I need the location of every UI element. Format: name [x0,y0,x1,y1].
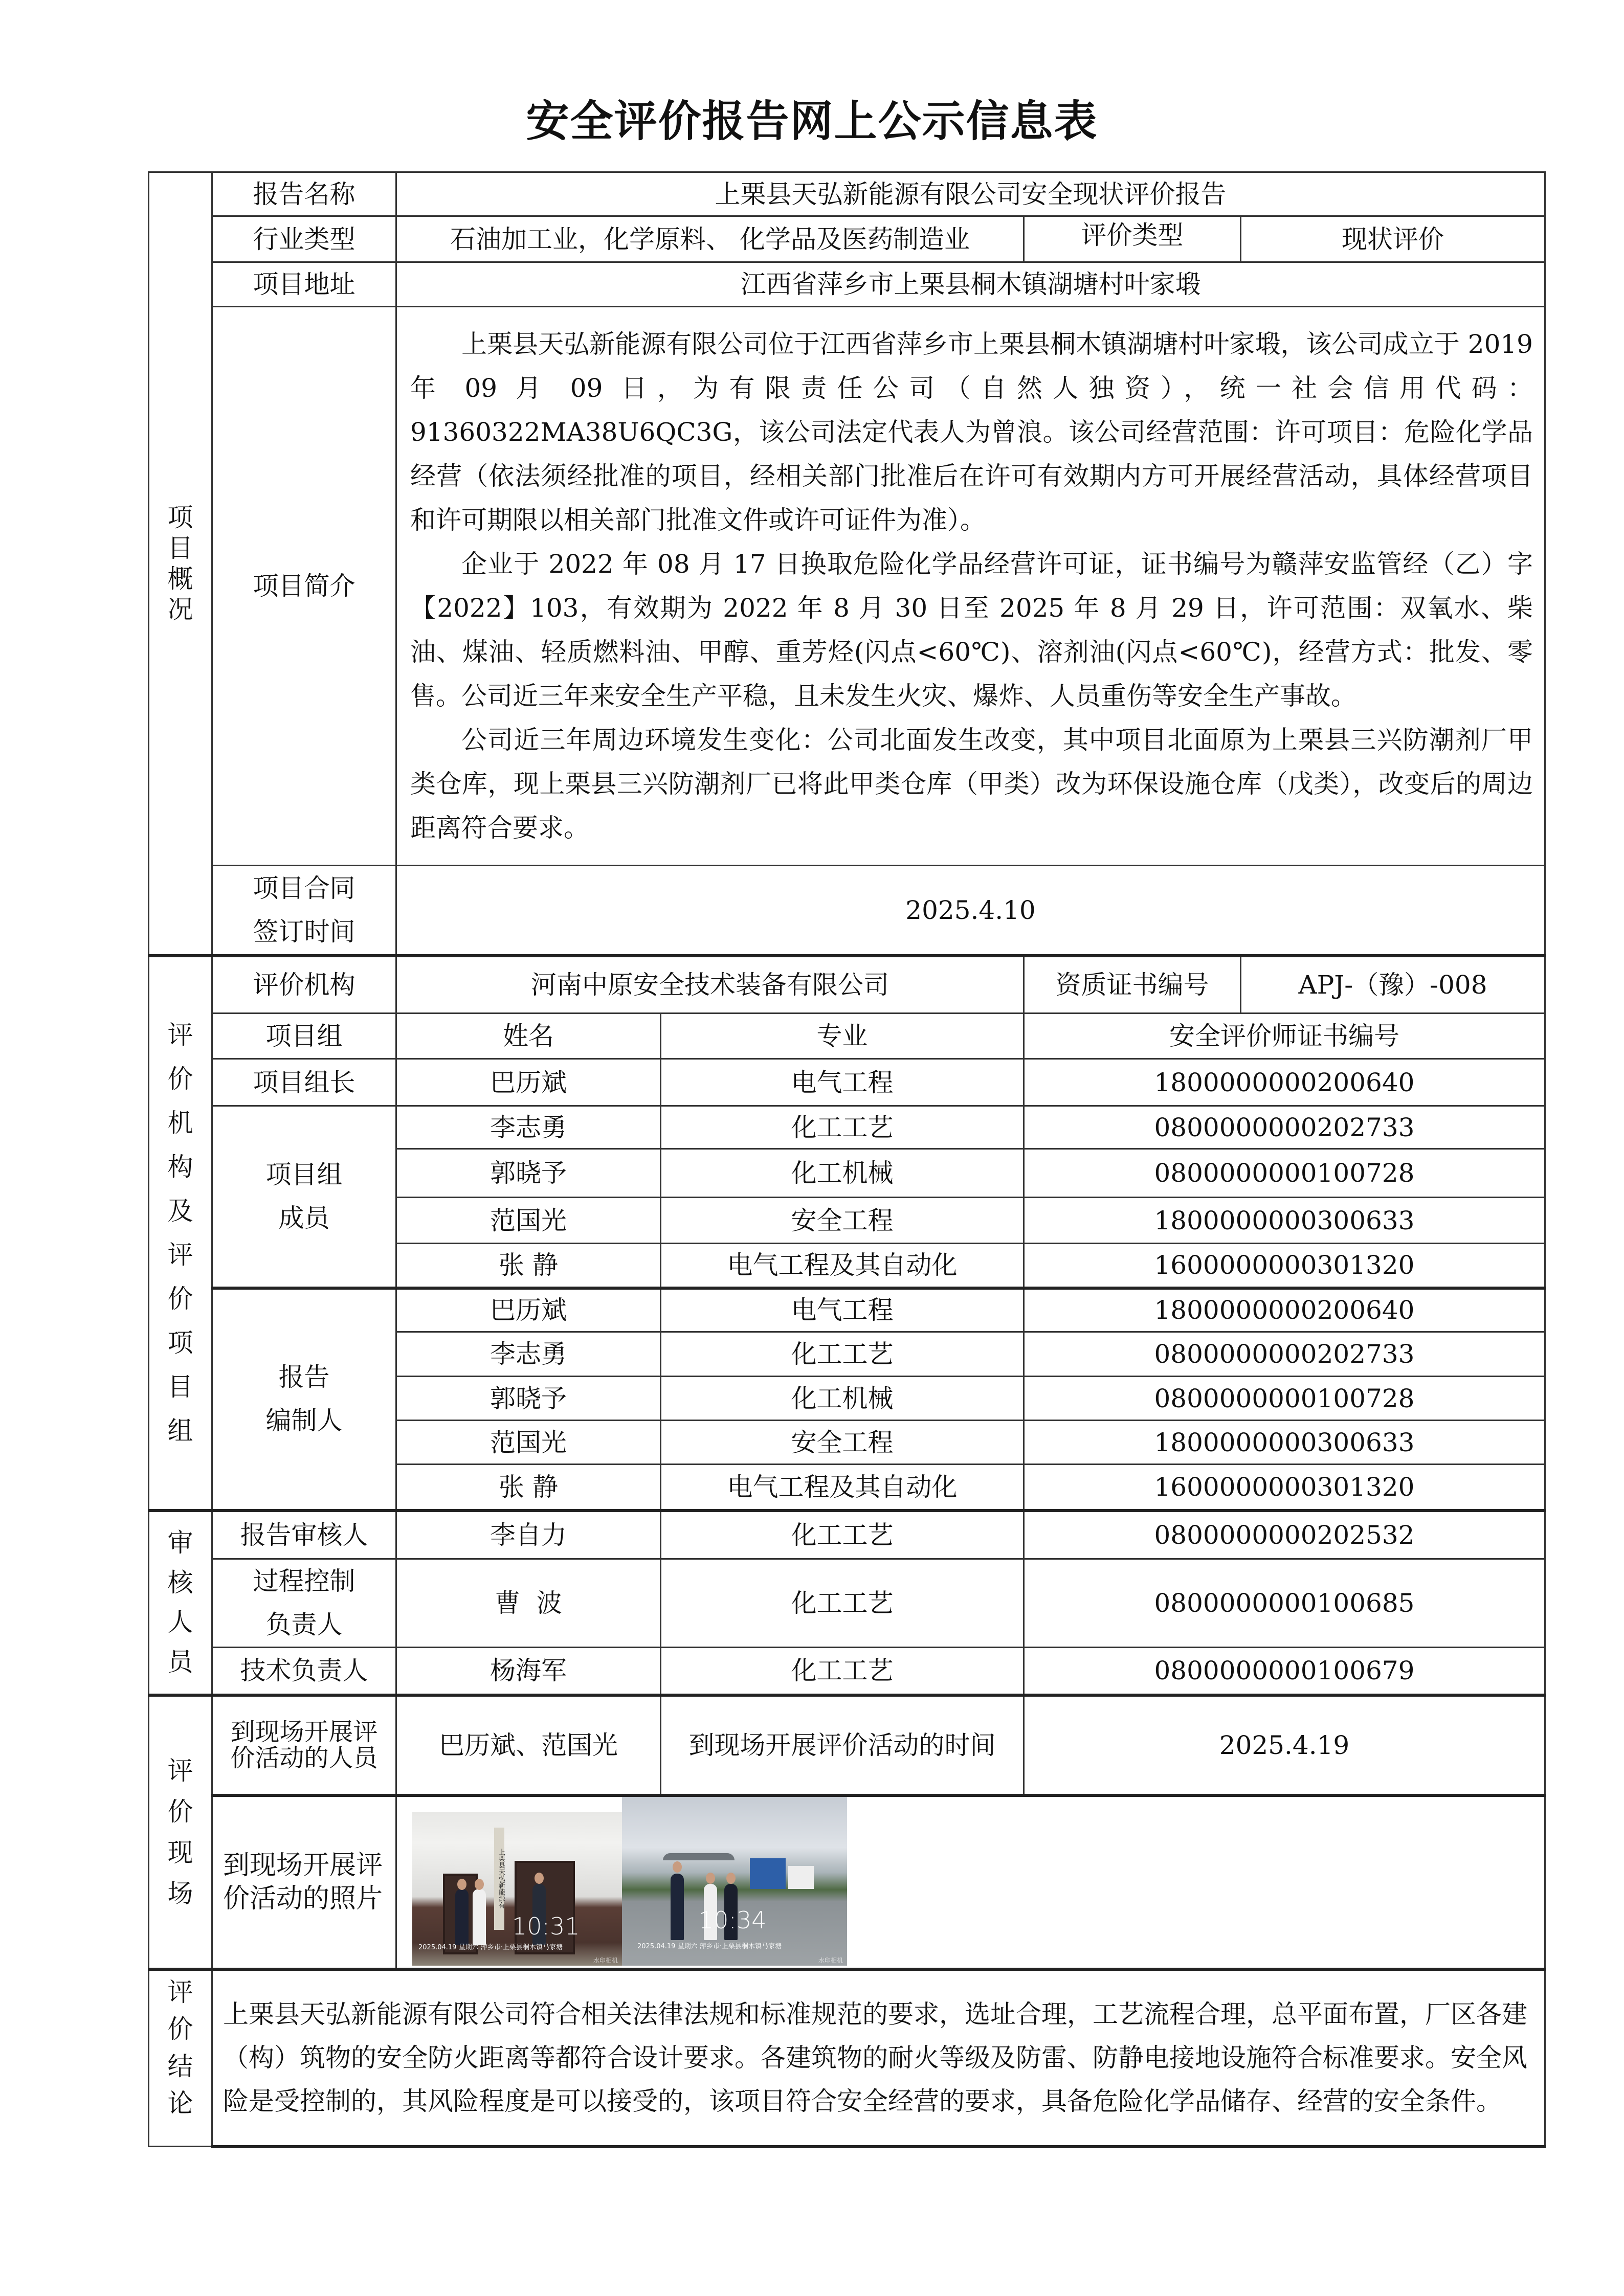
process-control-major: 化工工艺 [661,1559,1024,1648]
org-name: 河南中原安全技术装备有限公司 [396,956,1024,1014]
header-team: 项目组 [212,1014,396,1059]
author-row [149,1288,1545,1332]
process-control-role: 过程控制 负责人 [212,1559,396,1648]
photo-watermark: 水印相机 [593,1956,618,1964]
person-figure [455,1889,469,1945]
cert-label: 资质证书编号 [1024,956,1241,1014]
member-name: 郭晓予 [396,1149,661,1198]
photo-time: 10:31 [512,1912,580,1940]
report-name-value: 上栗县天弘新能源有限公司安全现状评价报告 [396,172,1545,216]
author-name: 张 静 [396,1465,661,1511]
author-cert: 0800000000202733 [1024,1332,1545,1377]
person-head [457,1879,466,1890]
agency-row [149,956,1545,1014]
leader-label: 项目组长 [212,1059,396,1106]
member-major: 化工机械 [661,1149,1024,1198]
report-name-row [149,172,1545,216]
team-header-row [149,1014,1545,1059]
contract-label: 项目合同 签订时间 [212,866,396,956]
member-major: 电气工程及其自动化 [661,1244,1024,1288]
header-cert: 安全评价师证书编号 [1024,1014,1545,1059]
section-agency-label: 评 价 机 构 及 评 价 项 目 组 [149,956,212,1511]
member-major: 化工工艺 [661,1106,1024,1149]
site-time-value: 2025.4.19 [1024,1695,1545,1795]
member-cert: 1600000000301320 [1024,1244,1545,1288]
member-row [149,1106,1545,1149]
author-name: 李志勇 [396,1332,661,1377]
intro-label: 项目简介 [212,307,396,866]
contract-row [149,866,1545,956]
authors-label: 报告 编制人 [212,1288,396,1511]
process-control-row [149,1559,1545,1648]
org-label: 评价机构 [212,956,396,1014]
members-label: 项目组 成员 [212,1106,396,1288]
author-cert: 0800000000100728 [1024,1377,1545,1421]
site-staff-row [149,1695,1545,1795]
photo-caption: 2025.04.19 星期六 萍乡市·上栗县桐木镇马家塘 [637,1942,782,1950]
address-value: 江西省萍乡市上栗县桐木镇湖塘村叶家塅 [396,262,1545,307]
person-head [535,1873,544,1884]
author-major: 化工工艺 [661,1332,1024,1377]
author-name: 巴历斌 [396,1288,661,1332]
site-photo-yard[interactable] [622,1797,847,1966]
tech-lead-major: 化工工艺 [661,1648,1024,1695]
author-major: 电气工程 [661,1288,1024,1332]
site-photos-label: 到现场开展评价活动的照片 [212,1795,396,1969]
member-cert: 0800000000202733 [1024,1106,1545,1149]
canopy-graphic [663,1853,735,1860]
site-staff-label: 到现场开展评价活动的人员 [212,1695,396,1795]
white-house [788,1866,814,1889]
address-row [149,262,1545,307]
reviewer-major: 化工工艺 [661,1511,1024,1559]
contract-date: 2025.4.10 [396,866,1545,956]
member-name: 李志勇 [396,1106,661,1149]
author-cert: 1800000000200640 [1024,1288,1545,1332]
address-label: 项目地址 [212,262,396,307]
site-time-label: 到现场开展评价活动的时间 [661,1695,1024,1795]
intro-paragraph: 公司近三年周边环境发生变化：公司北面发生改变，其中项目北面原为上栗县三兴防潮剂厂甲类仓库，现上栗县三兴防潮剂厂已将此甲类仓库（甲类）改为环保设施仓库（戊类），改变后的周边距离符合要求。 [410,725,1533,843]
site-photo-office[interactable] [412,1812,622,1966]
tech-lead-cert: 0800000000100679 [1024,1648,1545,1695]
person-figure [473,1889,486,1945]
tech-lead-name: 杨海军 [396,1648,661,1695]
person-head [475,1879,484,1890]
photo-caption: 2025.04.19 星期六 萍乡市·上栗县桐木镇马家塘 [418,1943,563,1951]
member-cert: 0800000000100728 [1024,1149,1545,1198]
author-name: 范国光 [396,1421,661,1465]
industry-row [149,216,1545,262]
person-head [726,1873,736,1884]
photo-strip [397,1797,1544,1966]
reviewer-row [149,1511,1545,1559]
section-review-label: 审 核 人 员 [149,1511,212,1695]
cert-no: APJ-（豫）-008 [1241,956,1545,1014]
blue-building [750,1858,786,1889]
process-control-cert: 0800000000100685 [1024,1559,1545,1648]
header-name: 姓名 [396,1014,661,1059]
conclusion-text: 上栗县天弘新能源有限公司符合相关法律法规和标准规范的要求，选址合理，工艺流程合理，总平面布置，厂区各建（构）筑物的安全防火距离等都符合设计要求。各建筑物的耐火等级及防雷、防静电接地设施符合标准要求。安全风险是受控制的，其风险程度是可以接受的，该项目符合安全经营的要求，具备危险化学品储存、经营的安全条件。 [212,1969,1545,2147]
intro-text [396,307,1545,866]
info-table [148,171,1546,2148]
site-photos-cell [396,1795,1545,1969]
reviewer-cert: 0800000000202532 [1024,1511,1545,1559]
page-title: 安全评价报告网上公示信息表 [526,96,1098,146]
leader-name: 巴历斌 [396,1059,661,1106]
author-major: 电气工程及其自动化 [661,1465,1024,1511]
person-head [673,1861,682,1873]
photo-watermark: 水印相机 [818,1956,843,1964]
company-sign: 上栗县天弘新能源有 [494,1828,504,1930]
reviewer-role: 报告审核人 [212,1511,396,1559]
leader-row [149,1059,1545,1106]
author-cert: 1600000000301320 [1024,1465,1545,1511]
author-cert: 1800000000300633 [1024,1421,1545,1465]
section-conclusion-label: 评 价 结 论 [149,1969,212,2147]
site-photos-row [149,1795,1545,1969]
author-major: 化工机械 [661,1377,1024,1421]
tech-lead-row [149,1648,1545,1695]
header-major: 专业 [661,1014,1024,1059]
site-staff-value: 巴历斌、范国光 [396,1695,661,1795]
tech-lead-role: 技术负责人 [212,1648,396,1695]
person-figure [671,1874,684,1940]
member-major: 安全工程 [661,1198,1024,1244]
intro-paragraph: 企业于 2022 年 08 月 17 日换取危险化学品经营许可证，证书编号为赣萍安监管经（乙）字【2022】103，有效期为 2022 年 8 月 30 日至 2025 年 8 月 29 日，许可范围：双氧水、柴油、煤油、轻质燃料油、甲醇、重芳烃(闪点<60℃)、溶剂油(闪点<60℃)，经营方式：批发、零售。公司近三年来安全生产平稳，且未发生火灾、爆炸、人员重伤等安全生产事故。 [410,549,1533,711]
person-head [706,1873,715,1884]
photo-time: 10:34 [699,1906,767,1934]
process-control-name: 曹 波 [396,1559,661,1648]
intro-paragraph: 上栗县天弘新能源有限公司位于江西省萍乡市上栗县桐木镇湖塘村叶家塅，该公司成立于 2019 年 09 月 09 日，为有限责任公司（自然人独资），统一社会信用代码：91360322MA38U6QC3G，该公司法定代表人为曾浪。该公司经营范围：许可项目：危险化学品经营（依法须经批准的项目，经相关部门批准后在许可有效期内方可开展经营活动，具体经营项目和许可期限以相关部门批准文件或许可证件为准）。 [410,329,1533,535]
leader-cert: 1800000000200640 [1024,1059,1545,1106]
section-site-label: 评 价 现 场 [149,1695,212,1969]
section-overview-label: 项 目 概 况 [149,172,212,956]
industry-value: 石油加工业，化学原料、 化学品及医药制造业 [396,216,1024,262]
report-name-label: 报告名称 [212,172,396,216]
conclusion-row [149,1969,1545,2147]
eval-type-value: 现状评价 [1241,216,1545,262]
eval-type-label: 评价类型 [1024,216,1241,262]
author-major: 安全工程 [661,1421,1024,1465]
leader-major: 电气工程 [661,1059,1024,1106]
member-name: 张 静 [396,1244,661,1288]
member-name: 范国光 [396,1198,661,1244]
author-name: 郭晓予 [396,1377,661,1421]
reviewer-name: 李自力 [396,1511,661,1559]
member-cert: 1800000000300633 [1024,1198,1545,1244]
industry-label: 行业类型 [212,216,396,262]
intro-row [149,307,1545,866]
